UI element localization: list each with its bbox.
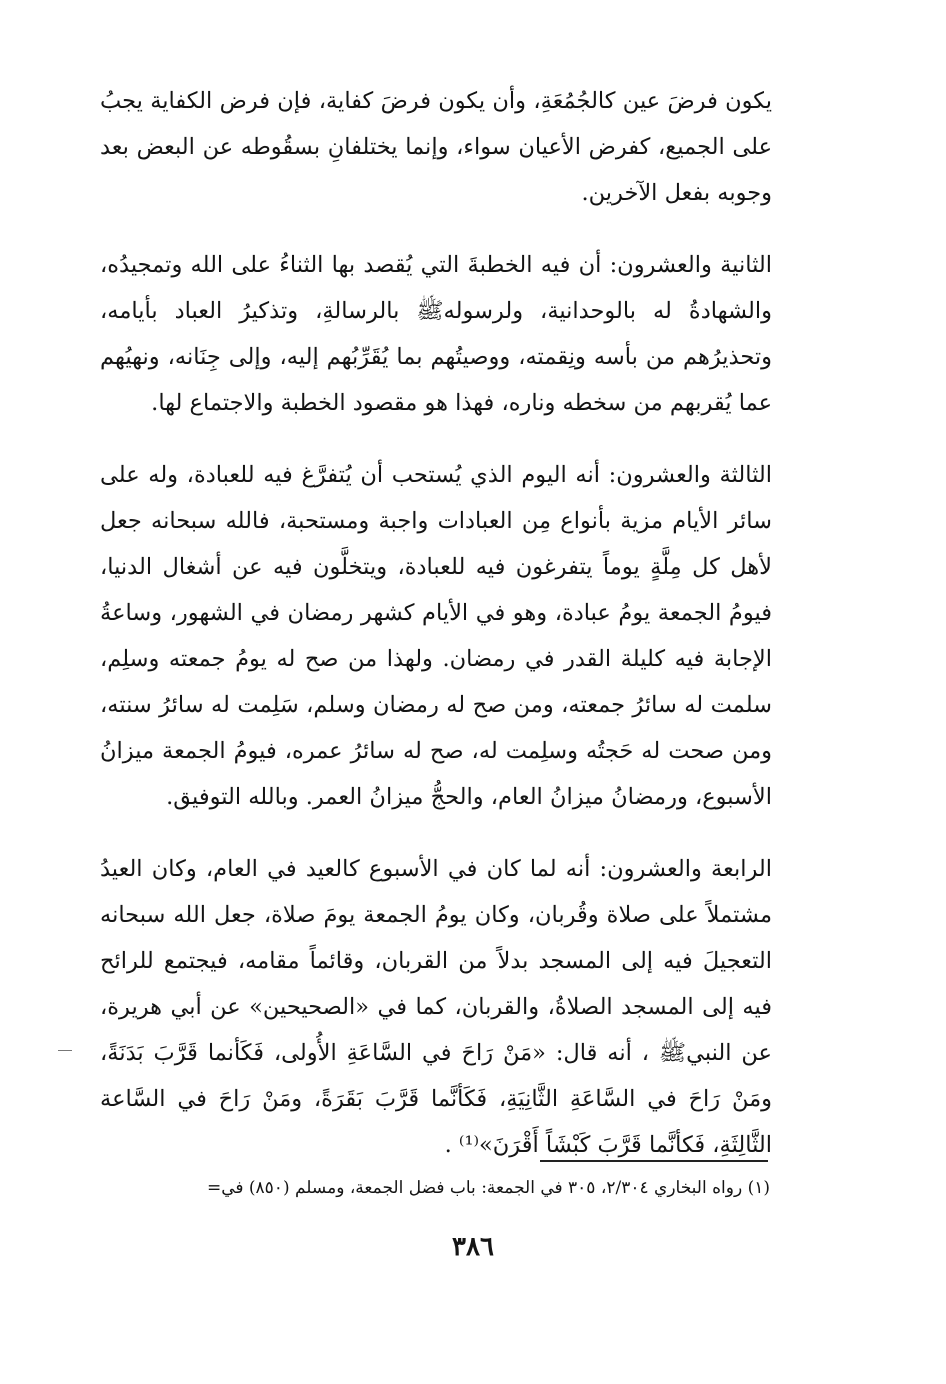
page-body	[100, 78, 772, 1194]
page-number: ٣٨٦	[452, 1232, 494, 1262]
footnote-divider	[540, 1160, 768, 1162]
paragraph-2: الثانية والعشرون: أن فيه الخطبةَ التي يُقصد بها الثناءُ على الله وتمجيدُه، والشهادةُ له بالوحدانية، ولرسولهﷺ بالرسالةِ، وتذكيرُ العباد بأيامه، وتحذيرُهم من بأسه ونِقمته، ووصيتُهم بما يُقَرِّبُهم إليه، وإلى جِنَانه، ونهيُهم عما يُقربهم من سخطه وناره، فهذا هو مقصود الخطبة والاجتماع لها.	[100, 252, 772, 416]
footnote: (١) رواه البخاري ٢/٣٠٤، ٣٠٥ في الجمعة: باب فضل الجمعة، ومسلم (٨٥٠) في=	[206, 1178, 770, 1198]
paragraph-4: الرابعة والعشرون: أنه لما كان في الأسبوع كالعيد في العام، وكان العيدُ مشتملاً على صلاة وقُربان، وكان يومُ الجمعة يومَ صلاة، جعل الله سبحانه التعجيلَ فيه إلى المسجد بدلاً من القربان، وقائماً مقامه، فيجتمع للرائح فيه إلى المسجد الصلاةُ، والقربان، كما في «الصحيحين» عن أبي هريرة، عن النبيﷺ ، أنه قال: «مَنْ رَاحَ في السَّاعَةِ الأُولى، فَكَأنما قَرَّبَ بَدَنَةً، ومَنْ رَاحَ في السَّاعَةِ الثَّانِيَةِ، فَكَأنَّما قَرَّبَ بَقَرَةً، ومَنْ رَاحَ في السَّاعة الثَّالِثَةِ، فَكأنَّما قَرَّبَ كَبْشَاً أَقْرَنَ»⁽¹⁾ .	[100, 856, 773, 1158]
paragraph-1: يكون فرضَ عين كالجُمُعَةِ، وأن يكون فرضَ كفاية، فإن فرض الكفاية يجبُ على الجميع، كفرض الأعيان سواء، وإنما يختلفانِ بسقُوطه عن البعض بعد وجوبه بفعل الآخرين.	[100, 88, 772, 206]
paragraph-3: الثالثة والعشرون: أنه اليوم الذي يُستحب أن يُتفرَّغ فيه للعبادة، وله على سائر الأيام مزية بأنواع مِن العبادات واجبة ومستحبة، فالله سبحانه جعل لأهل كل مِلَّةٍ يوماً يتفرغون فيه للعبادة، ويتخلَّون فيه عن أشغال الدنيا، فيومُ الجمعة يومُ عبادة، وهو في الأيام كشهر رمضان في الشهور، وساعةُ الإجابة فيه كليلة القدر في رمضان. ولهذا من صح له يومُ جمعته وسلِم، سلمت له سائرُ جمعته، ومن صح له رمضان وسلم، سَلِمت له سائرُ سنته، ومن صحت له حَجتُه وسلِمت له، صح له سائرُ عمره، فيومُ الجمعة ميزانُ الأسبوع، ورمضانُ ميزانُ العام، والحجُّ ميزانُ العمر. وبالله التوفيق.	[100, 462, 772, 810]
margin-mark	[58, 1050, 72, 1051]
